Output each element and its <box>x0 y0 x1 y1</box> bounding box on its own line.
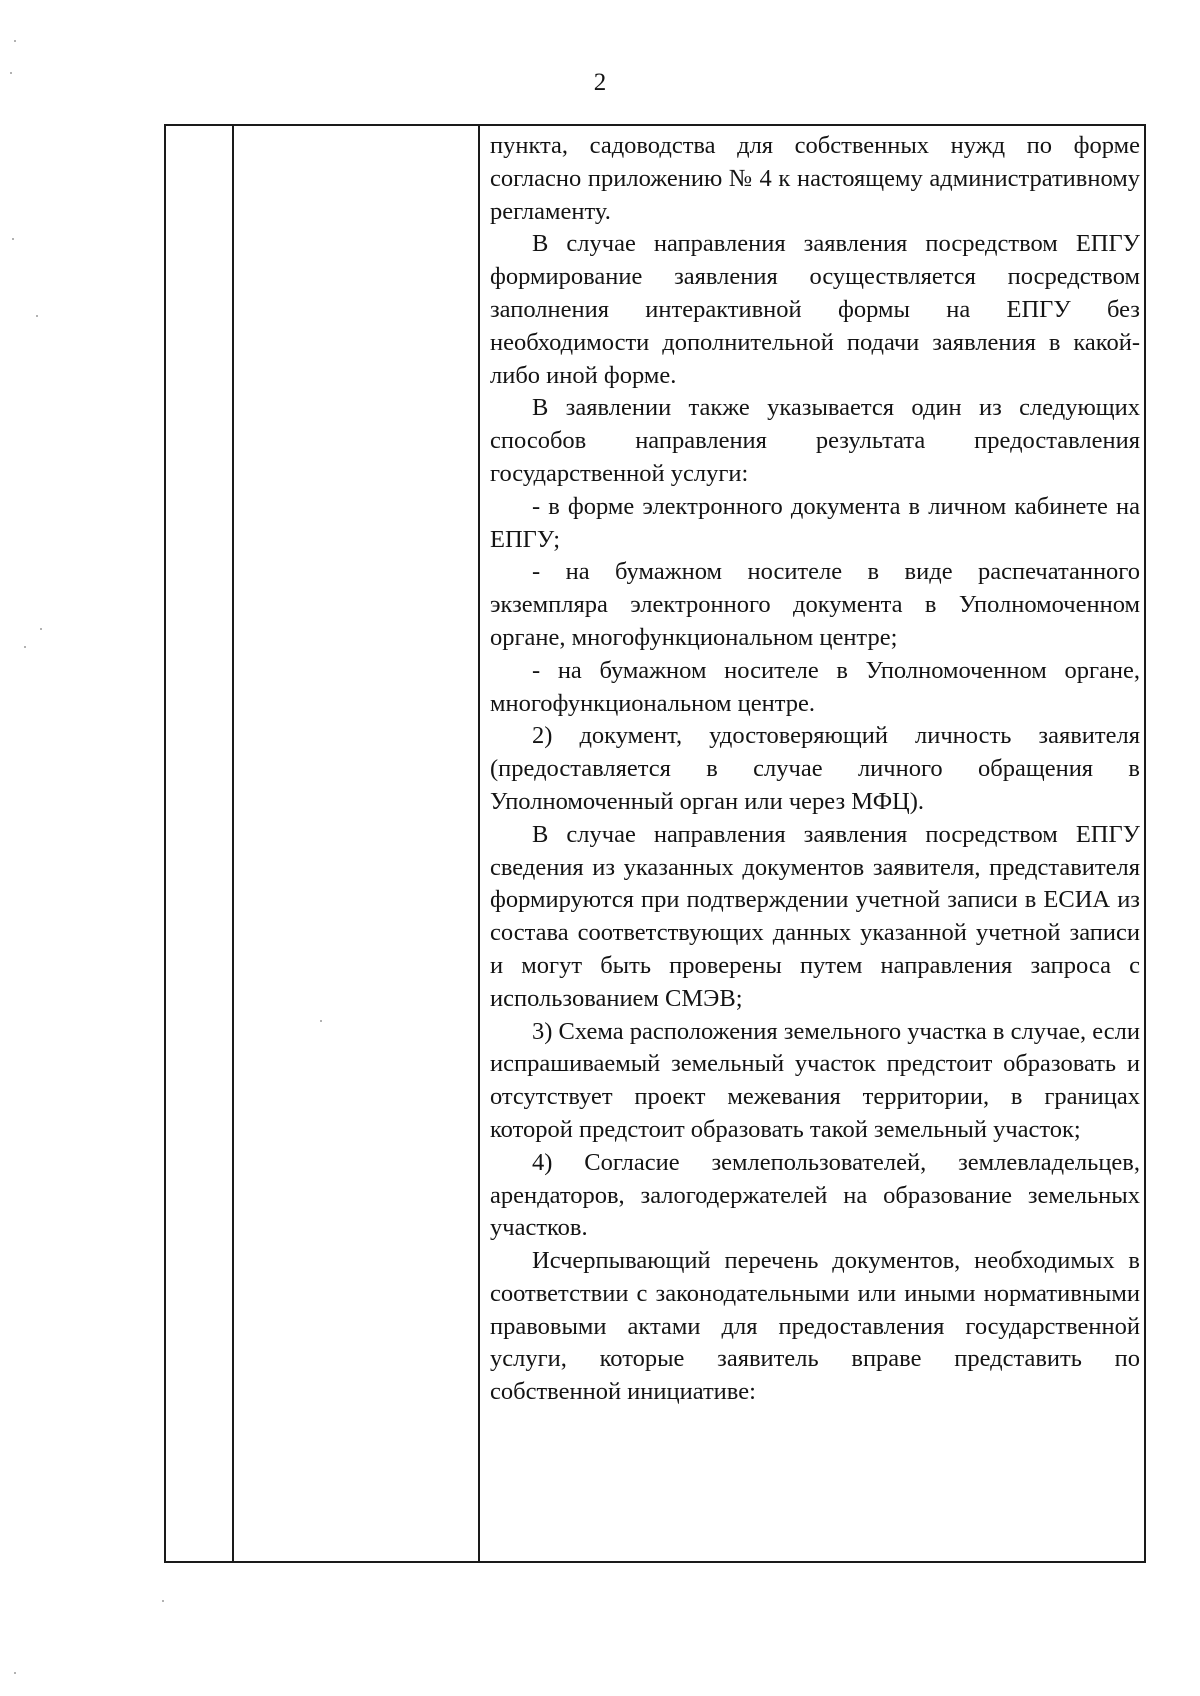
paragraph: 4) Согласие землепользователей, землевладельцев, арендаторов, залогодержателей на образование земельных участков. <box>490 1148 1140 1242</box>
scan-speck <box>10 72 12 74</box>
paragraph: В случае направления заявления посредством ЕПГУ формирование заявления осуществляется посредством заполнения интерактивной формы на ЕПГУ без необходимости дополнительной подачи заявления в какой-либо иной форме. <box>490 230 1140 389</box>
scan-speck <box>14 1672 16 1674</box>
page-number: 2 <box>593 69 607 96</box>
paragraph: пункта, садоводства для собственных нужд по форме согласно приложению № 4 к настоящему административному регламенту. <box>490 132 1140 225</box>
scan-speck <box>24 646 26 648</box>
paragraph: Исчерпывающий перечень документов, необходимых в соответствии с законодательными или иными нормативными правовыми актами для предоставления государственной услуги, которые заявитель вправе представить по собственной инициативе: <box>490 1247 1140 1406</box>
scan-speck <box>320 1020 322 1022</box>
paragraph: - на бумажном носителе в виде распечатанного экземпляра электронного документа в Уполномоченном органе, многофункциональном центре; <box>490 558 1140 651</box>
table-column-divider <box>232 126 234 1561</box>
paragraph: В случае направления заявления посредством ЕПГУ сведения из указанных документов заявителя, представителя формируются при подтверждении учетной записи в ЕСИА из состава соответствующих данных указанной учетной записи и могут быть проверены путем направления запроса с использованием СМЭВ; <box>490 820 1140 1012</box>
scan-speck <box>36 315 38 317</box>
paragraph: - в форме электронного документа в личном кабинете на ЕПГУ; <box>490 492 1140 553</box>
paragraph: 2) документ, удостоверяющий личность заявителя (предоставляется в случае личного обращения в Уполномоченный орган или через МФЦ). <box>490 722 1140 815</box>
paragraph: В заявлении также указывается один из следующих способов направления результата предоставления государственной услуги: <box>490 394 1140 487</box>
scan-speck <box>40 628 42 630</box>
scan-speck <box>162 1600 164 1602</box>
paragraph: - на бумажном носителе в Уполномоченном органе, многофункциональном центре. <box>490 656 1140 717</box>
scan-speck <box>14 40 16 42</box>
paragraph: 3) Схема расположения земельного участка в случае, если испрашиваемый земельный участок предстоит образовать и отсутствует проект межевания территории, в границах которой предстоит образовать такой земельный участок; <box>490 1017 1140 1143</box>
document-table <box>164 124 1146 1563</box>
table-content-cell <box>490 130 1140 1409</box>
scan-speck <box>12 238 14 240</box>
table-column-divider <box>478 126 480 1561</box>
